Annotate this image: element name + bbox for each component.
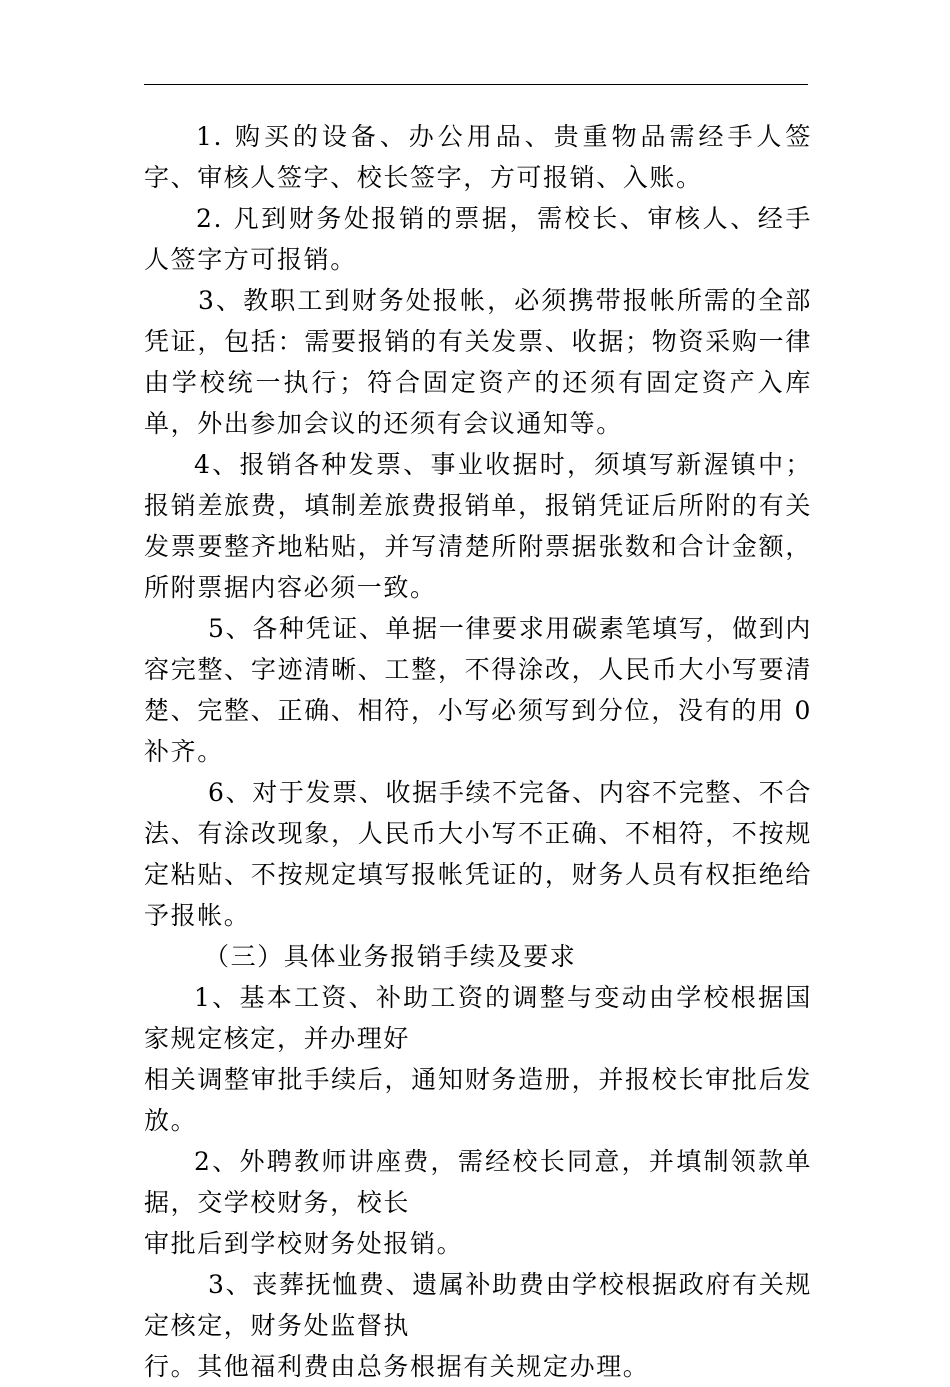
section-heading: （三）具体业务报销手续及要求 <box>204 942 577 971</box>
paragraph-7: 1、基本工资、补助工资的调整与变动由学校根据国家规定核定，并办理好 相关调整审批手续后，通知财务造册，并报校长审批后发放。 <box>144 983 812 1135</box>
paragraph-5: 5、各种凭证、单据一律要求用碳素笔填写，做到内容完整、字迹清晰、工整，不得涂改，人民币大小写要清楚、完整、正确、相符，小写必须写到分位，没有的用 0 补齐。 <box>144 614 812 766</box>
paragraph-3: 3、教职工到财务处报帐，必须携带报帐所需的全部凭证，包括：需要报销的有关发票、收据；物资采购一律由学校统一执行；符合固定资产的还须有固定资产入库单，外出参加会议的还须有会议通知等。 <box>144 286 812 438</box>
paragraph-8: 2、外聘教师讲座费，需经校长同意，并填制领款单据，交学校财务，校长 审批后到学校财务处报销。 <box>144 1147 812 1258</box>
paragraph-1: 1. 购买的设备、办公用品、贵重物品需经手人签字、审核人签字、校长签字，方可报销、入账。 <box>144 122 812 192</box>
paragraph-2: 2. 凡到财务处报销的票据，需校长、审核人、经手人签字方可报销。 <box>144 204 812 274</box>
document-body <box>144 116 812 1387</box>
paragraph-6: 6、对于发票、收据手续不完备、内容不完整、不合法、有涂改现象，人民币大小写不正确、不相符，不按规定粘贴、不按规定填写报帐凭证的，财务人员有权拒绝给予报帐。 <box>144 778 812 930</box>
paragraph-9: 3、丧葬抚恤费、遗属补助费由学校根据政府有关规定核定，财务处监督执 行。其他福利费由总务根据有关规定办理。 <box>144 1270 812 1381</box>
paragraph-4: 4、报销各种发票、事业收据时，须填写新渥镇中；报销差旅费，填制差旅费报销单，报销凭证后所附的有关发票要整齐地粘贴，并写清楚所附票据张数和合计金额，所附票据内容必须一致。 <box>144 450 812 602</box>
header-rule <box>144 84 808 85</box>
